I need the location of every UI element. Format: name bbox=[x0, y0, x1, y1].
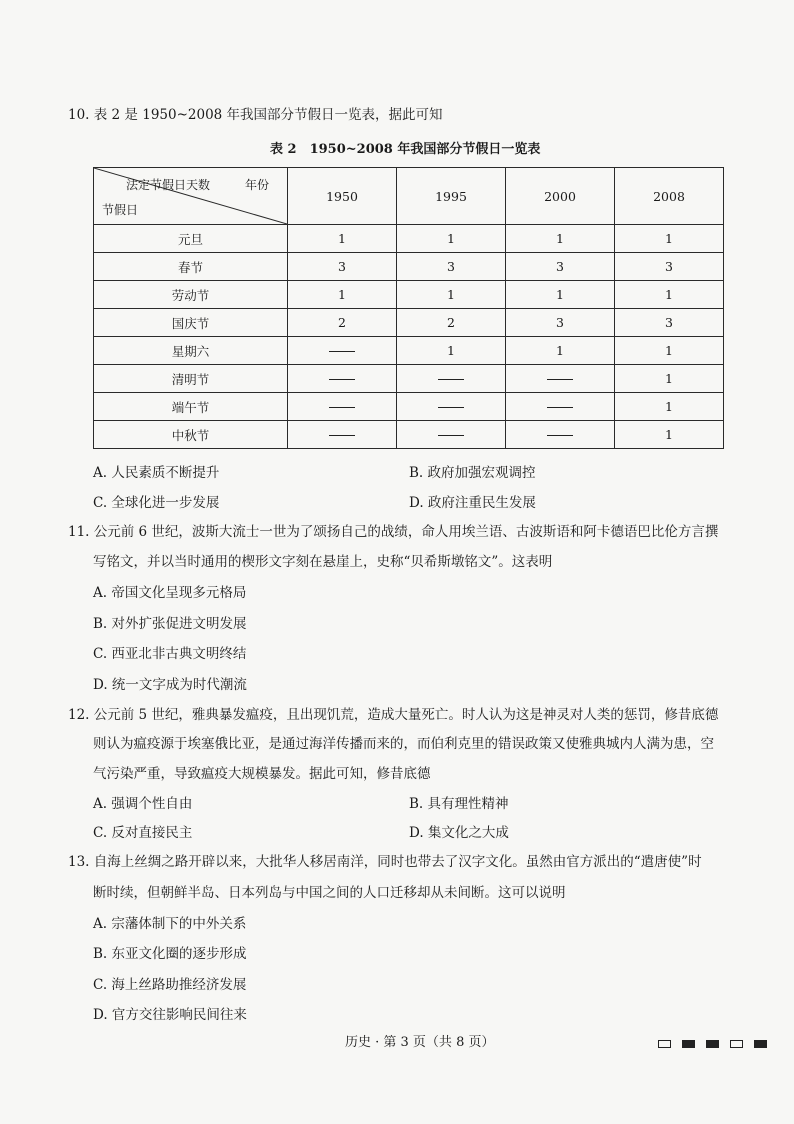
q10-option-d[interactable]: D. 政府注重民生发展 bbox=[409, 495, 536, 511]
holiday-days-cell: 1 bbox=[506, 281, 615, 309]
holiday-days-cell: 1 bbox=[506, 337, 615, 365]
q10-option-b[interactable]: B. 政府加强宏观调控 bbox=[409, 465, 536, 481]
table-row bbox=[94, 253, 724, 281]
holiday-days-cell: 2 bbox=[397, 309, 506, 337]
holiday-days-cell bbox=[288, 337, 397, 365]
q11-option-b[interactable]: B. 对外扩张促进文明发展 bbox=[93, 616, 247, 632]
holiday-days-cell: 3 bbox=[397, 253, 506, 281]
table-header-row bbox=[94, 168, 724, 225]
holiday-name: 劳动节 bbox=[94, 281, 288, 309]
q11-stem-line1: 11. 公元前 6 世纪，波斯大流士一世为了颂扬自己的战绩，命人用埃兰语、古波斯语和阿卡德语巴比伦方言撰 bbox=[68, 524, 719, 540]
q11-option-a[interactable]: A. 帝国文化呈现多元格局 bbox=[93, 585, 247, 601]
q11-stem-line2: 写铭文，并以当时通用的楔形文字刻在悬崖上，史称“贝希斯墩铭文”。这表明 bbox=[93, 554, 553, 570]
table-caption: 表 2 1950~2008 年我国部分节假日一览表 bbox=[270, 142, 541, 157]
outline-mark-icon bbox=[658, 1040, 671, 1048]
holiday-days-cell: 1 bbox=[288, 281, 397, 309]
q13-option-a[interactable]: A. 宗藩体制下的中外关系 bbox=[93, 916, 247, 932]
holiday-name: 元旦 bbox=[94, 225, 288, 253]
table-row bbox=[94, 365, 724, 393]
table-row bbox=[94, 225, 724, 253]
table-diagonal-header bbox=[94, 168, 288, 225]
dash-mark bbox=[329, 379, 355, 380]
dash-mark bbox=[329, 407, 355, 408]
q10-option-c[interactable]: C. 全球化进一步发展 bbox=[93, 495, 220, 511]
holiday-days-cell bbox=[397, 421, 506, 449]
table-row bbox=[94, 281, 724, 309]
q12-option-d[interactable]: D. 集文化之大成 bbox=[409, 825, 509, 841]
holiday-days-cell bbox=[506, 421, 615, 449]
q13-option-c[interactable]: C. 海上丝路助推经济发展 bbox=[93, 977, 247, 993]
holiday-days-cell bbox=[288, 365, 397, 393]
holiday-days-cell bbox=[288, 421, 397, 449]
holiday-days-cell: 3 bbox=[615, 309, 724, 337]
holiday-days-cell bbox=[506, 393, 615, 421]
holiday-days-cell: 1 bbox=[397, 281, 506, 309]
holiday-days-cell: 1 bbox=[615, 281, 724, 309]
holiday-days-cell: 1 bbox=[506, 225, 615, 253]
holiday-name: 中秋节 bbox=[94, 421, 288, 449]
holiday-days-cell bbox=[288, 393, 397, 421]
filled-mark-icon bbox=[706, 1040, 719, 1048]
dash-mark bbox=[329, 435, 355, 436]
holiday-days-cell: 3 bbox=[288, 253, 397, 281]
dash-mark bbox=[547, 379, 573, 380]
holiday-days-cell: 1 bbox=[288, 225, 397, 253]
footer-marks bbox=[658, 1033, 778, 1052]
q10-stem: 10. 表 2 是 1950~2008 年我国部分节假日一览表，据此可知 bbox=[68, 107, 443, 123]
holiday-days-cell: 1 bbox=[615, 421, 724, 449]
dash-mark bbox=[438, 435, 464, 436]
q10-option-a[interactable]: A. 人民素质不断提升 bbox=[93, 465, 220, 481]
q12-option-b[interactable]: B. 具有理性精神 bbox=[409, 796, 509, 812]
holiday-name: 春节 bbox=[94, 253, 288, 281]
holiday-days-cell: 1 bbox=[615, 225, 724, 253]
holiday-days-cell: 1 bbox=[615, 337, 724, 365]
dash-mark bbox=[438, 407, 464, 408]
holiday-days-cell: 3 bbox=[506, 309, 615, 337]
holiday-days-cell: 1 bbox=[397, 225, 506, 253]
q11-option-d[interactable]: D. 统一文字成为时代潮流 bbox=[93, 677, 247, 693]
dash-mark bbox=[547, 435, 573, 436]
filled-mark-icon bbox=[682, 1040, 695, 1048]
q11-option-c[interactable]: C. 西亚北非古典文明终结 bbox=[93, 646, 247, 662]
table-row bbox=[94, 337, 724, 365]
q12-stem-line3: 气污染严重，导致瘟疫大规模暴发。据此可知，修昔底德 bbox=[93, 766, 431, 782]
holiday-days-cell: 2 bbox=[288, 309, 397, 337]
year-header: 1950 bbox=[288, 168, 397, 225]
holiday-days-cell: 1 bbox=[615, 393, 724, 421]
table-row bbox=[94, 393, 724, 421]
q12-option-c[interactable]: C. 反对直接民主 bbox=[93, 825, 193, 841]
q13-stem-line2: 断时续，但朝鲜半岛、日本列岛与中国之间的人口迁移却从未间断。这可以说明 bbox=[93, 885, 566, 901]
filled-mark-icon bbox=[754, 1040, 767, 1048]
table-row bbox=[94, 421, 724, 449]
q13-stem-line1: 13. 自海上丝绸之路开辟以来，大批华人移居南洋，同时也带去了汉字文化。虽然由官方派出的“遣唐使”时 bbox=[68, 854, 702, 870]
dash-mark bbox=[438, 379, 464, 380]
holiday-table bbox=[93, 167, 724, 449]
q13-option-d[interactable]: D. 官方交往影响民间往来 bbox=[93, 1007, 247, 1023]
page-footer: 历史 · 第 3 页（共 8 页） bbox=[345, 1035, 495, 1050]
holiday-name: 星期六 bbox=[94, 337, 288, 365]
holiday-name: 清明节 bbox=[94, 365, 288, 393]
dash-mark bbox=[329, 351, 355, 352]
holiday-days-cell bbox=[506, 365, 615, 393]
holiday-name: 国庆节 bbox=[94, 309, 288, 337]
q12-option-a[interactable]: A. 强调个性自由 bbox=[93, 796, 193, 812]
year-header: 2000 bbox=[506, 168, 615, 225]
holiday-days-cell: 3 bbox=[506, 253, 615, 281]
outline-mark-icon bbox=[730, 1040, 743, 1048]
holiday-name: 端午节 bbox=[94, 393, 288, 421]
holiday-days-cell: 1 bbox=[397, 337, 506, 365]
header-bottom: 节假日 bbox=[102, 203, 139, 217]
dash-mark bbox=[547, 407, 573, 408]
q12-stem-line2: 则认为瘟疫源于埃塞俄比亚，是通过海洋传播而来的，而伯利克里的错误政策又使雅典城内人满为患，空 bbox=[93, 736, 714, 752]
holiday-days-cell: 1 bbox=[615, 365, 724, 393]
holiday-days-cell: 3 bbox=[615, 253, 724, 281]
table-row bbox=[94, 309, 724, 337]
holiday-days-cell bbox=[397, 393, 506, 421]
q13-option-b[interactable]: B. 东亚文化圈的逐步形成 bbox=[93, 946, 247, 962]
year-header: 1995 bbox=[397, 168, 506, 225]
holiday-days-cell bbox=[397, 365, 506, 393]
year-header: 2008 bbox=[615, 168, 724, 225]
header-right-top: 年份 bbox=[244, 178, 269, 192]
q12-stem-line1: 12. 公元前 5 世纪，雅典暴发瘟疫，且出现饥荒，造成大量死亡。时人认为这是神灵对人类的惩罚，修昔底德 bbox=[68, 707, 719, 723]
header-left-top: 法定节假日天数 bbox=[126, 178, 211, 192]
